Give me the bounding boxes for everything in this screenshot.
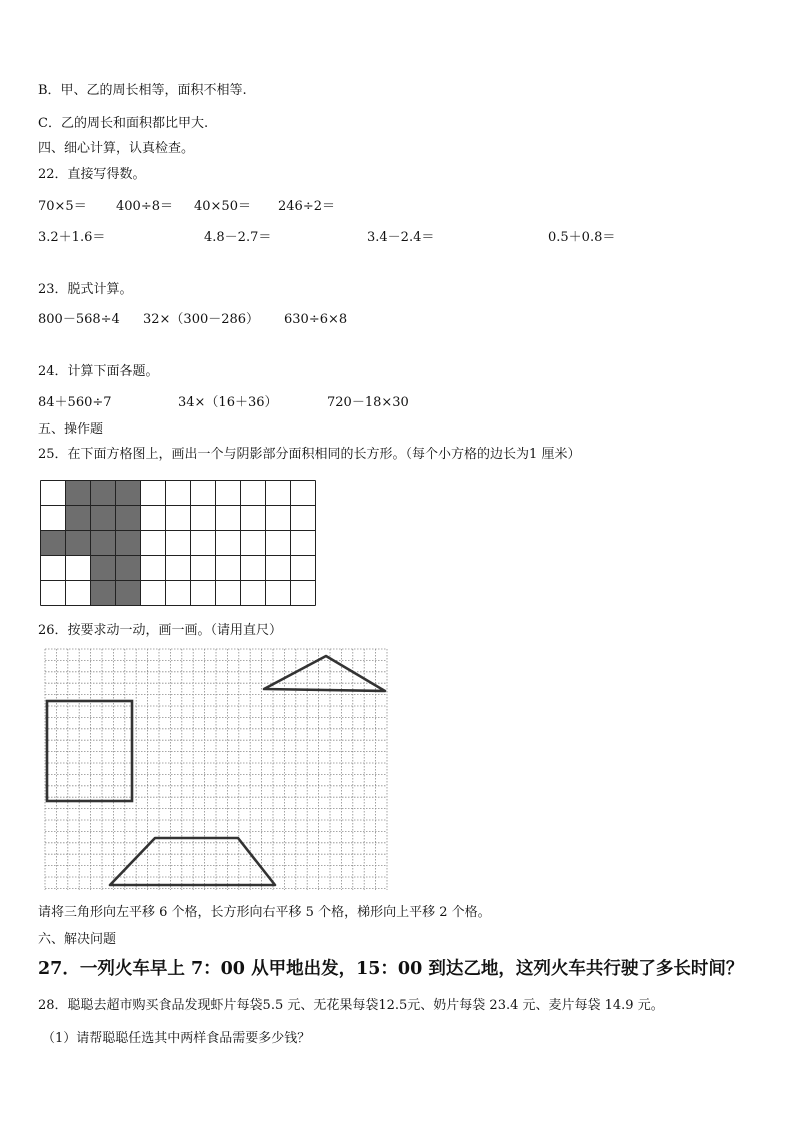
q23-item: 630÷6×8 [284, 312, 348, 327]
shaded-cell [66, 531, 91, 556]
option-c: C．乙的周长和面积都比甲大. [38, 116, 209, 131]
q22-item: 400÷8＝ [116, 199, 173, 214]
q26-title: 26．按要求动一动，画一画。（请用直尺） [38, 623, 283, 638]
shaded-cell [116, 531, 141, 556]
rectangle-shape [47, 701, 132, 801]
shaded-cell [91, 481, 116, 506]
q23-item: 32×（300－286） [143, 312, 260, 327]
q22-item: 3.4－2.4＝ [367, 230, 435, 245]
q24-title: 24．计算下面各题。 [38, 364, 159, 379]
q22-item: 70×5＝ [38, 199, 87, 214]
q28-text: 28．聪聪去超市购买食品发现虾片每袋5.5 元、无花果每袋12.5元、奶片每袋 23.4 元、麦片每袋 14.9 元。 [38, 998, 664, 1013]
q22-item: 3.2＋1.6＝ [38, 230, 106, 245]
shaded-cell [91, 581, 116, 606]
shaded-cell [91, 506, 116, 531]
q22-item: 0.5＋0.8＝ [548, 230, 616, 245]
option-b: B．甲、乙的周长相等，面积不相等. [38, 83, 247, 98]
q24-item: 720－18×30 [327, 395, 409, 410]
q25-square-grid [40, 480, 318, 608]
q26-dotted-grid [44, 648, 392, 894]
shaded-cell [91, 531, 116, 556]
shaded-cell [116, 506, 141, 531]
section-6-title: 六、解决问题 [38, 932, 117, 947]
q24-item: 34×（16＋36） [178, 395, 278, 410]
section-5-title: 五、操作题 [38, 422, 104, 437]
section-4-title: 四、细心计算，认真检查。 [38, 141, 195, 156]
q22-title: 22．直接写得数。 [38, 167, 146, 182]
shaded-cell [66, 506, 91, 531]
triangle-shape [264, 656, 385, 691]
shaded-cell [116, 556, 141, 581]
q24-item: 84＋560÷7 [38, 395, 112, 410]
shaded-cell [66, 481, 91, 506]
shaded-cell [116, 481, 141, 506]
q26-instruction: 请将三角形向左平移 6 个格，长方形向右平移 5 个格，梯形向上平移 2 个格。 [38, 905, 491, 920]
shaded-cell [91, 556, 116, 581]
shaded-cell [116, 581, 141, 606]
q28-sub-1: （1）请帮聪聪任选其中两样食品需要多少钱？ [42, 1031, 311, 1046]
q22-item: 246÷2＝ [278, 199, 335, 214]
q22-item: 40×50＝ [194, 199, 251, 214]
shaded-cell [41, 531, 66, 556]
q23-item: 800－568÷4 [38, 312, 120, 327]
q22-item: 4.8－2.7＝ [204, 230, 272, 245]
q23-title: 23．脱式计算。 [38, 282, 133, 297]
q27-text: 27．一列火车早上 7：00 从甲地出发，15：00 到达乙地，这列火车共行驶了多长时间？ [38, 959, 744, 979]
q25-title: 25．在下面方格图上，画出一个与阴影部分面积相同的长方形。（每个小方格的边长为1 厘米） [38, 447, 581, 462]
